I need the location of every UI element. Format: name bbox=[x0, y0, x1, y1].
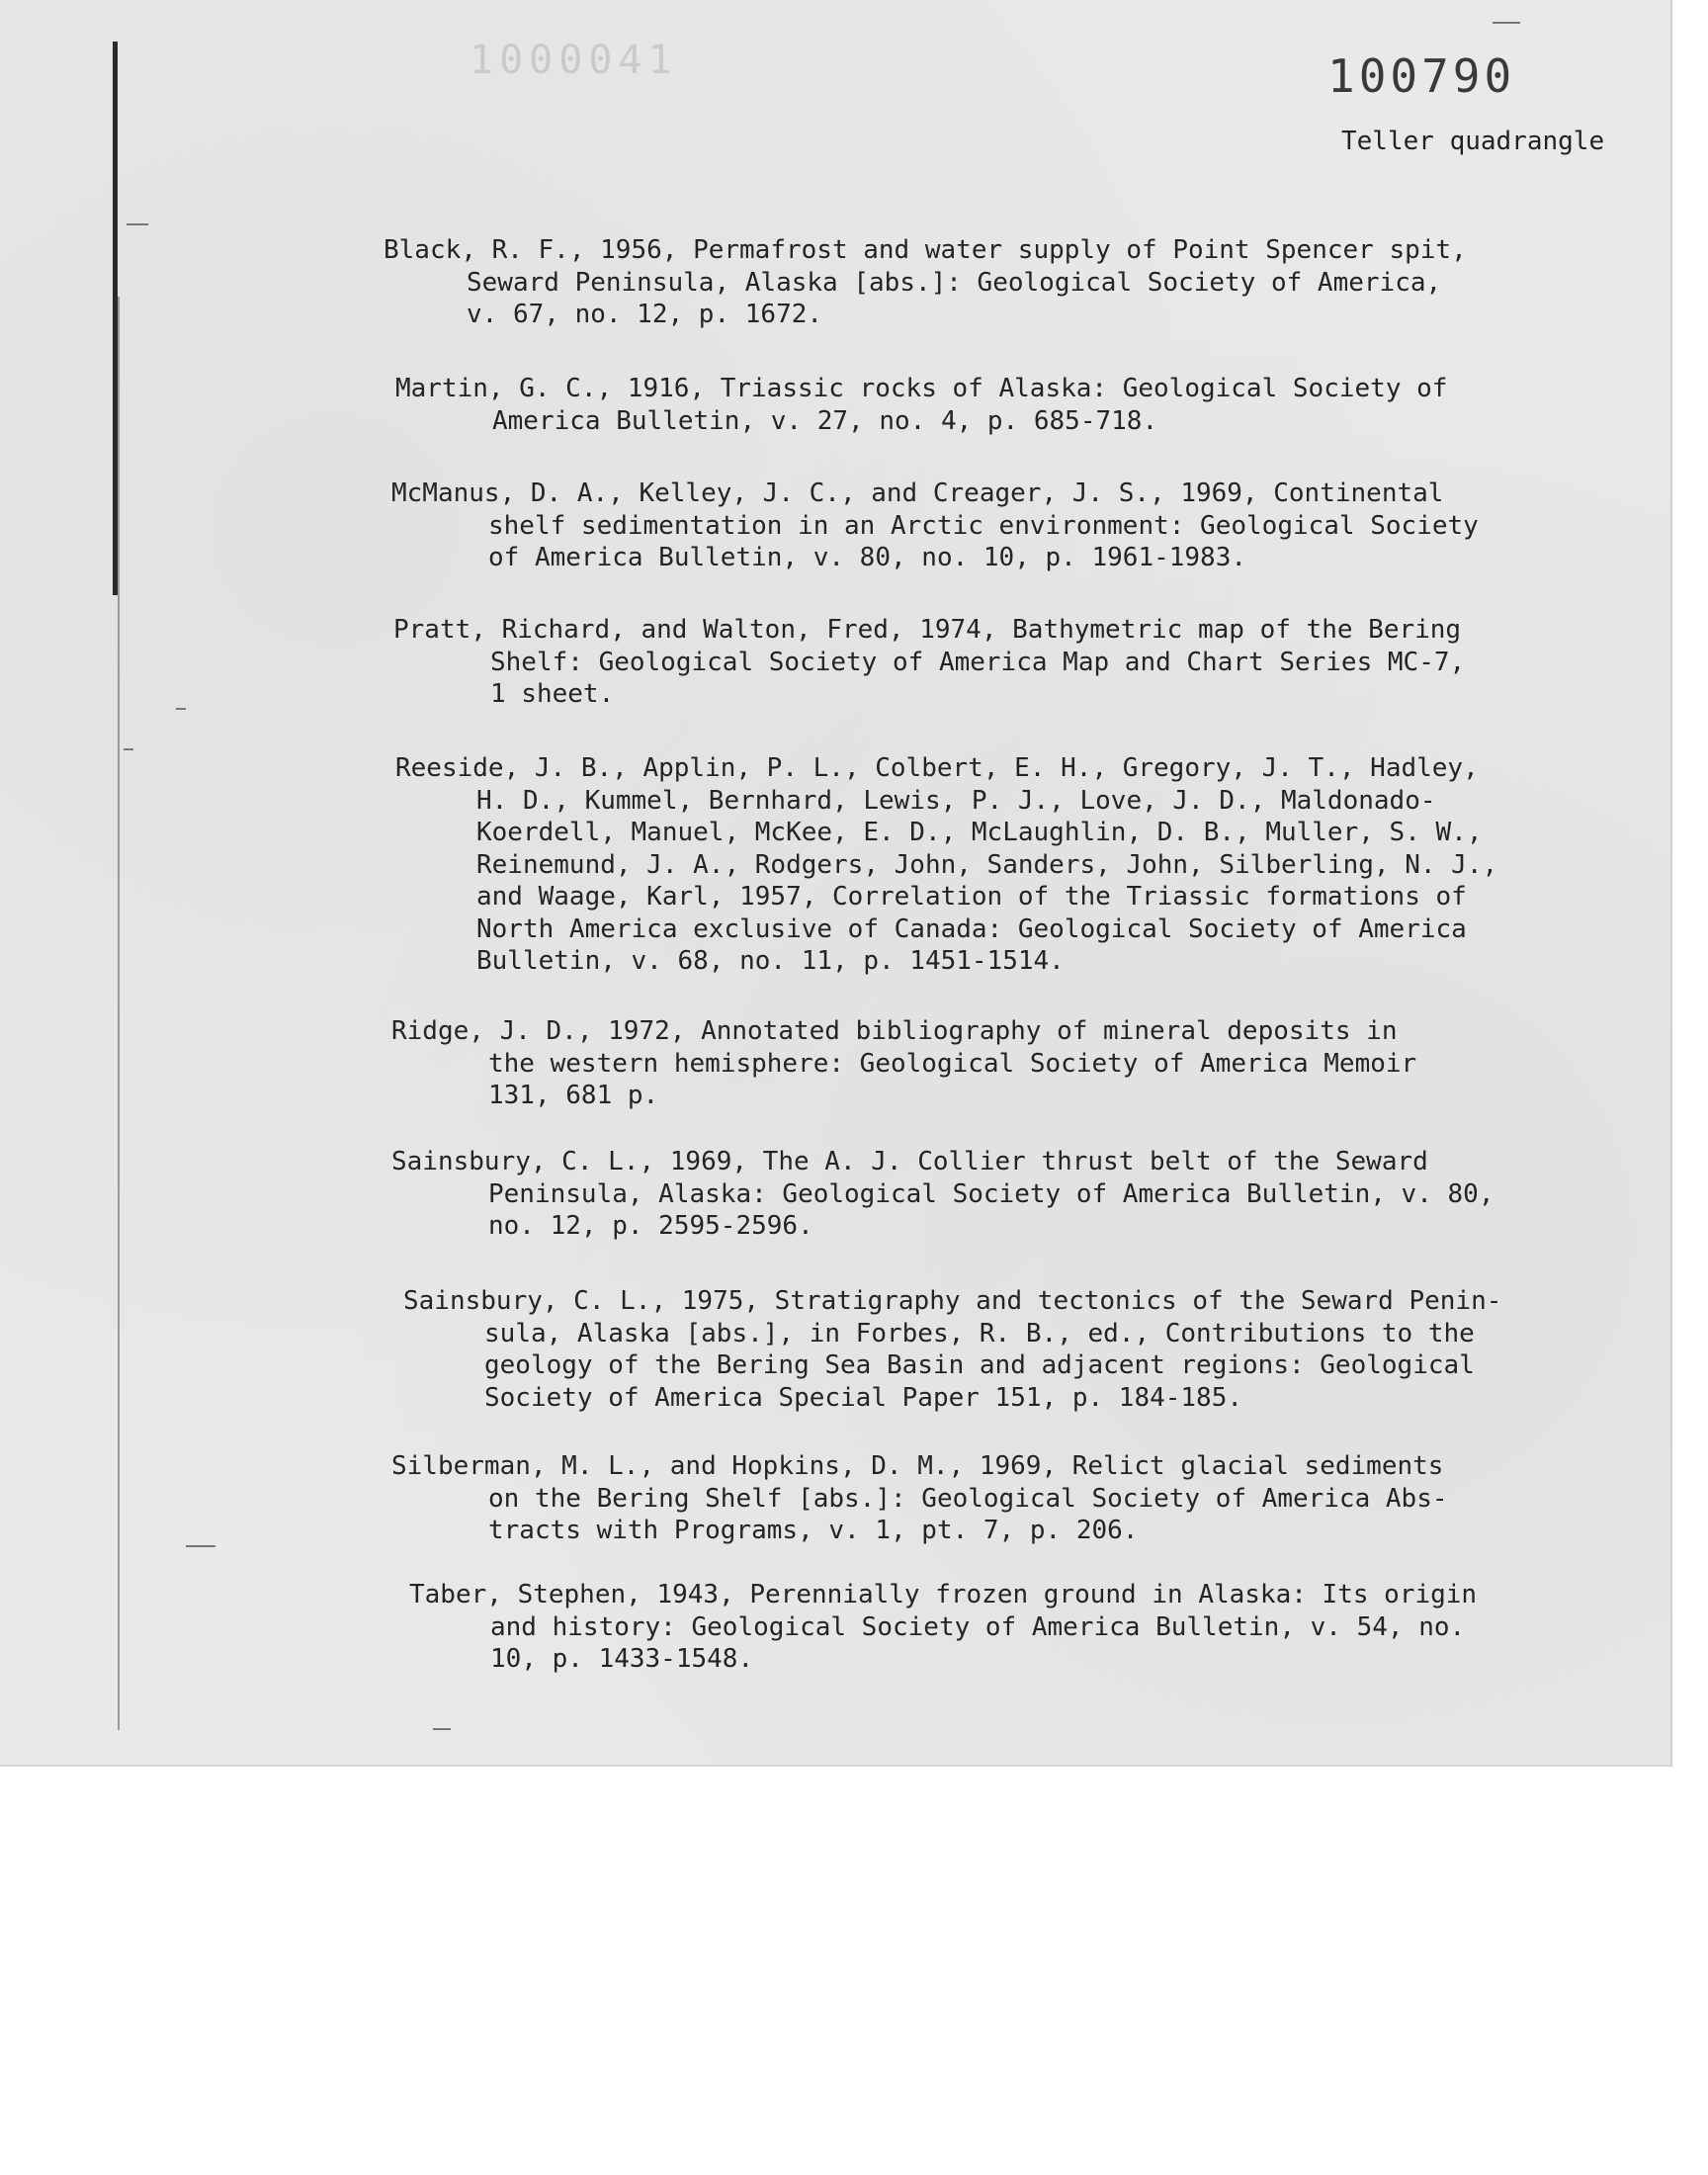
reference-line: 131, 681 p. bbox=[488, 1081, 659, 1110]
margin-tick bbox=[433, 1728, 451, 1730]
reference-line: Society of America Special Paper 151, p. 184-185. bbox=[484, 1382, 1243, 1413]
reference-line: Shelf: Geological Society of America Map and Chart Series MC-7, bbox=[490, 647, 1466, 677]
reference-line: geology of the Bering Sea Basin and adjacent regions: Geological bbox=[484, 1350, 1475, 1380]
margin-tick bbox=[176, 708, 186, 710]
margin-tick bbox=[186, 1545, 215, 1547]
reference-line: America Bulletin, v. 27, no. 4, p. 685-718. bbox=[492, 405, 1158, 436]
document-number: 100790 bbox=[1327, 49, 1516, 103]
reference-line: North America exclusive of Canada: Geological Society of America bbox=[476, 914, 1467, 944]
reference-entry bbox=[403, 1285, 1501, 1414]
reference-line: tracts with Programs, v. 1, pt. 7, p. 206. bbox=[488, 1516, 1139, 1545]
reference-entry bbox=[409, 1579, 1477, 1676]
reference-line: sula, Alaska [abs.], in Forbes, R. B., ed., Contributions to the bbox=[484, 1318, 1475, 1348]
reference-line: and history: Geological Society of America Bulletin, v. 54, no. bbox=[490, 1611, 1466, 1642]
reference-line: no. 12, p. 2595-2596. bbox=[488, 1211, 813, 1241]
reference-line: Peninsula, Alaska: Geological Society of America Bulletin, v. 80, bbox=[488, 1178, 1494, 1209]
reference-line: Pratt, Richard, and Walton, Fred, 1974, Bathymetric map of the Bering bbox=[393, 615, 1462, 645]
reference-line: the western hemisphere: Geological Society of America Memoir bbox=[488, 1048, 1417, 1079]
reference-line: v. 67, no. 12, p. 1672. bbox=[467, 300, 823, 329]
reference-line: Bulletin, v. 68, no. 11, p. 1451-1514. bbox=[476, 946, 1065, 976]
reference-line: H. D., Kummel, Bernhard, Lewis, P. J., Love, J. D., Maldonado- bbox=[476, 785, 1436, 816]
reference-entry bbox=[384, 234, 1467, 331]
margin-tick bbox=[124, 748, 133, 750]
reference-line: and Waage, Karl, 1957, Correlation of the Triassic formations of bbox=[476, 882, 1467, 912]
margin-tick bbox=[1493, 22, 1520, 24]
reference-line: McManus, D. A., Kelley, J. C., and Creager, J. S., 1969, Continental bbox=[391, 478, 1444, 508]
reference-line: shelf sedimentation in an Arctic environment: Geological Society bbox=[488, 510, 1479, 541]
reference-line: 10, p. 1433-1548. bbox=[490, 1644, 754, 1674]
reference-line: Reinemund, J. A., Rodgers, John, Sanders, John, Silberling, N. J., bbox=[476, 849, 1498, 880]
margin-rule-thin bbox=[118, 297, 120, 1730]
reference-entry bbox=[391, 1015, 1416, 1112]
reference-line: Koerdell, Manuel, McKee, E. D., McLaughlin, D. B., Muller, S. W., bbox=[476, 818, 1483, 847]
reference-entry bbox=[391, 1450, 1448, 1547]
reference-line: Seward Peninsula, Alaska [abs.]: Geological Society of America, bbox=[467, 267, 1442, 298]
ghost-stamp: 1000041 bbox=[470, 38, 678, 83]
margin-tick bbox=[127, 223, 148, 225]
reference-line: Sainsbury, C. L., 1969, The A. J. Collier thrust belt of the Seward bbox=[391, 1147, 1428, 1176]
reference-line: Taber, Stephen, 1943, Perennially frozen ground in Alaska: Its origin bbox=[409, 1580, 1478, 1610]
reference-line: Sainsbury, C. L., 1975, Stratigraphy and tectonics of the Seward Penin- bbox=[403, 1286, 1502, 1316]
reference-entry bbox=[393, 614, 1465, 711]
reference-line: Ridge, J. D., 1972, Annotated bibliography of mineral deposits in bbox=[391, 1016, 1398, 1046]
reference-line: of America Bulletin, v. 80, no. 10, p. 1961-1983. bbox=[488, 543, 1247, 572]
reference-entry bbox=[395, 373, 1447, 437]
reference-entry bbox=[391, 478, 1479, 574]
reference-line: Silberman, M. L., and Hopkins, D. M., 1969, Relict glacial sediments bbox=[391, 1451, 1444, 1481]
quadrangle-title: Teller quadrangle bbox=[1341, 127, 1605, 156]
reference-line: on the Bering Shelf [abs.]: Geological Society of America Abs- bbox=[488, 1483, 1448, 1514]
reference-line: Reeside, J. B., Applin, P. L., Colbert, E. H., Gregory, J. T., Hadley, bbox=[395, 753, 1479, 783]
reference-line: Martin, G. C., 1916, Triassic rocks of Alaska: Geological Society of bbox=[395, 374, 1448, 403]
reference-entry bbox=[391, 1146, 1494, 1243]
reference-line: Black, R. F., 1956, Permafrost and water supply of Point Spencer spit, bbox=[384, 235, 1467, 265]
reference-entry bbox=[395, 752, 1497, 978]
reference-line: 1 sheet. bbox=[490, 679, 615, 709]
